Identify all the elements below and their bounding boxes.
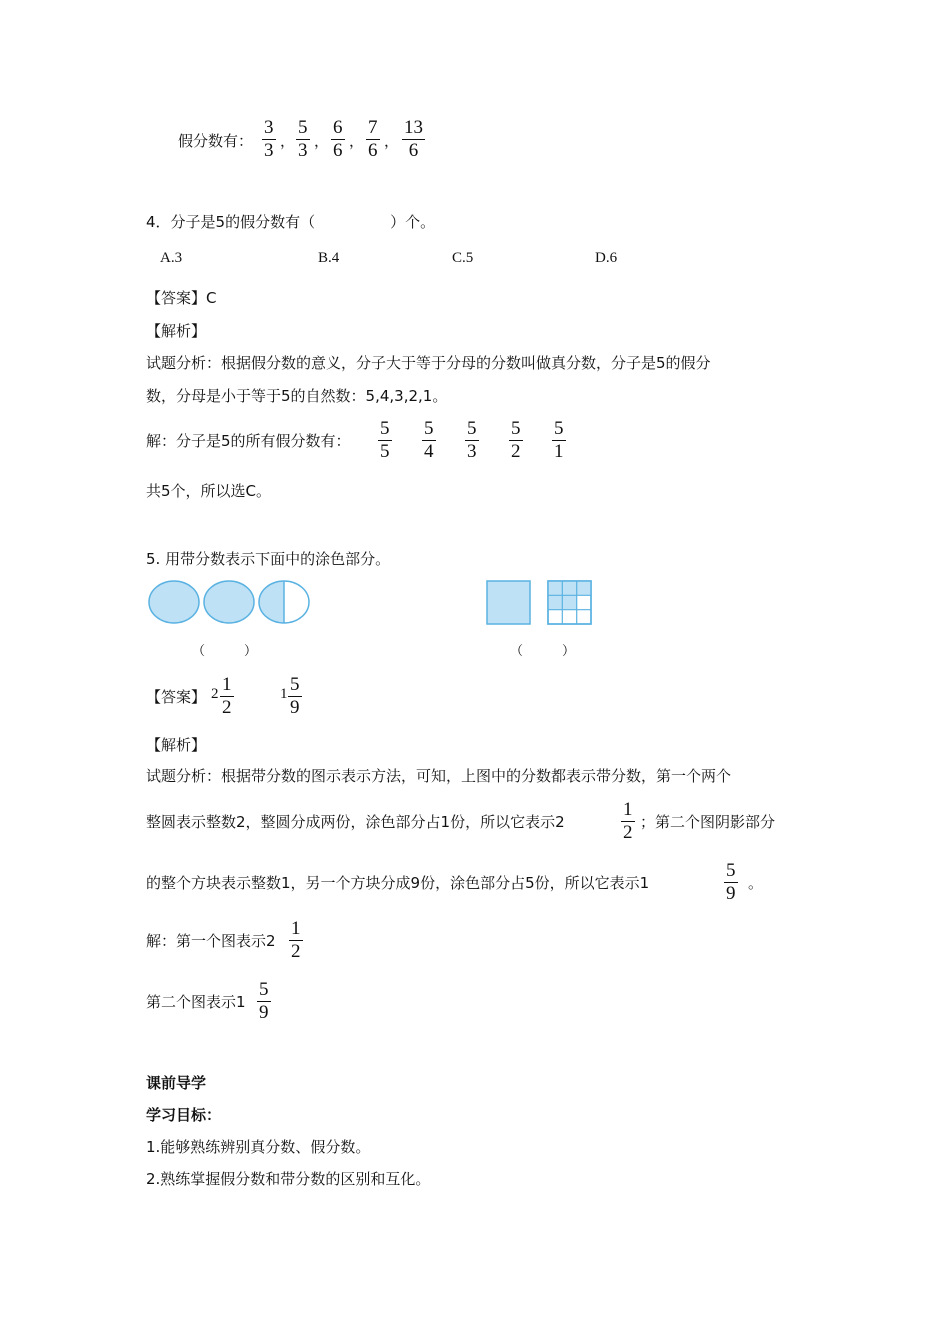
option-a: A.3: [160, 250, 183, 266]
grid-square: [548, 581, 591, 624]
analysis-text: 试题分析：根据带分数的图示表示方法，可知，上图中的分数都表示带分数，第一个两个: [146, 767, 732, 785]
analysis-text: 数，分母是小于等于5的自然数：5,4,3,2,1。: [146, 387, 448, 405]
fraction: 3 3: [264, 117, 274, 161]
answer-blank-right: （ ）: [510, 644, 576, 659]
fraction: 5 5: [380, 418, 390, 462]
analysis-text: 的整个方块表示整数1，另一个方块分成9份，涂色部分占5份，所以它表示1: [146, 874, 650, 892]
separator: ，: [314, 132, 330, 150]
fraction: 5 9: [259, 979, 269, 1023]
option-b: B.4: [318, 250, 340, 266]
separator: ，: [384, 132, 400, 150]
solution-1: 解：第一个图表示2: [146, 932, 276, 950]
fraction: 7 6: [368, 117, 378, 161]
separator: ，: [280, 132, 296, 150]
whole-number: 1: [280, 686, 288, 702]
circle-shaded: [149, 581, 199, 623]
answer-label: 【答案】: [146, 688, 207, 706]
analysis-text: 。: [748, 874, 764, 892]
question-5: 5. 用带分数表示下面中的涂色部分。: [146, 550, 391, 568]
square-shaded: [487, 581, 530, 624]
fraction: 5 4: [424, 418, 434, 462]
option-d: D.6: [595, 250, 618, 266]
fraction: 1 2: [222, 674, 232, 718]
fraction: 6 6: [333, 117, 343, 161]
goal-item: 1.能够熟练辨别真分数、假分数。: [146, 1138, 371, 1156]
section-title: 课前导学: [146, 1074, 207, 1092]
solution-label: 解：分子是5的所有假分数有：: [146, 432, 351, 450]
fraction: 5 9: [726, 860, 736, 904]
analysis-text: 试题分析：根据假分数的意义，分子大于等于分母的分数叫做真分数，分子是5的假分: [146, 354, 711, 372]
goal-item: 2.熟练掌握假分数和带分数的区别和互化。: [146, 1170, 431, 1188]
fraction: 1 2: [623, 799, 633, 843]
conclusion: 共5个，所以选C。: [146, 482, 272, 500]
circles-figure: [140, 575, 320, 630]
analysis-label: 【解析】: [146, 322, 207, 340]
fraction: 1 2: [291, 918, 301, 962]
answer: 【答案】C: [146, 289, 217, 307]
fraction: 13 6: [404, 117, 423, 161]
fraction: 5 9: [290, 674, 300, 718]
fraction: 5 2: [511, 418, 521, 462]
analysis-text: 整圆表示整数2，整圆分成两份，涂色部分占1份，所以它表示2: [146, 813, 565, 831]
fraction: 5 1: [554, 418, 564, 462]
fraction: 5 3: [467, 418, 477, 462]
option-c: C.5: [452, 250, 474, 266]
half-circle-shaded: [259, 581, 284, 623]
answer-blank-left: （ ）: [192, 644, 258, 659]
squares-figure: [480, 575, 600, 630]
separator: ，: [349, 132, 365, 150]
solution-2: 第二个图表示1: [146, 993, 246, 1011]
question-4: 4．分子是5的假分数有（ ）个。: [146, 213, 436, 231]
improper-label: 假分数有：: [178, 132, 254, 150]
fraction: 5 3: [298, 117, 308, 161]
circle-shaded: [204, 581, 254, 623]
analysis-label: 【解析】: [146, 736, 207, 754]
goals-label: 学习目标：: [146, 1106, 222, 1124]
whole-number: 2: [211, 686, 219, 702]
analysis-text: ；第二个图阴影部分: [640, 813, 776, 831]
